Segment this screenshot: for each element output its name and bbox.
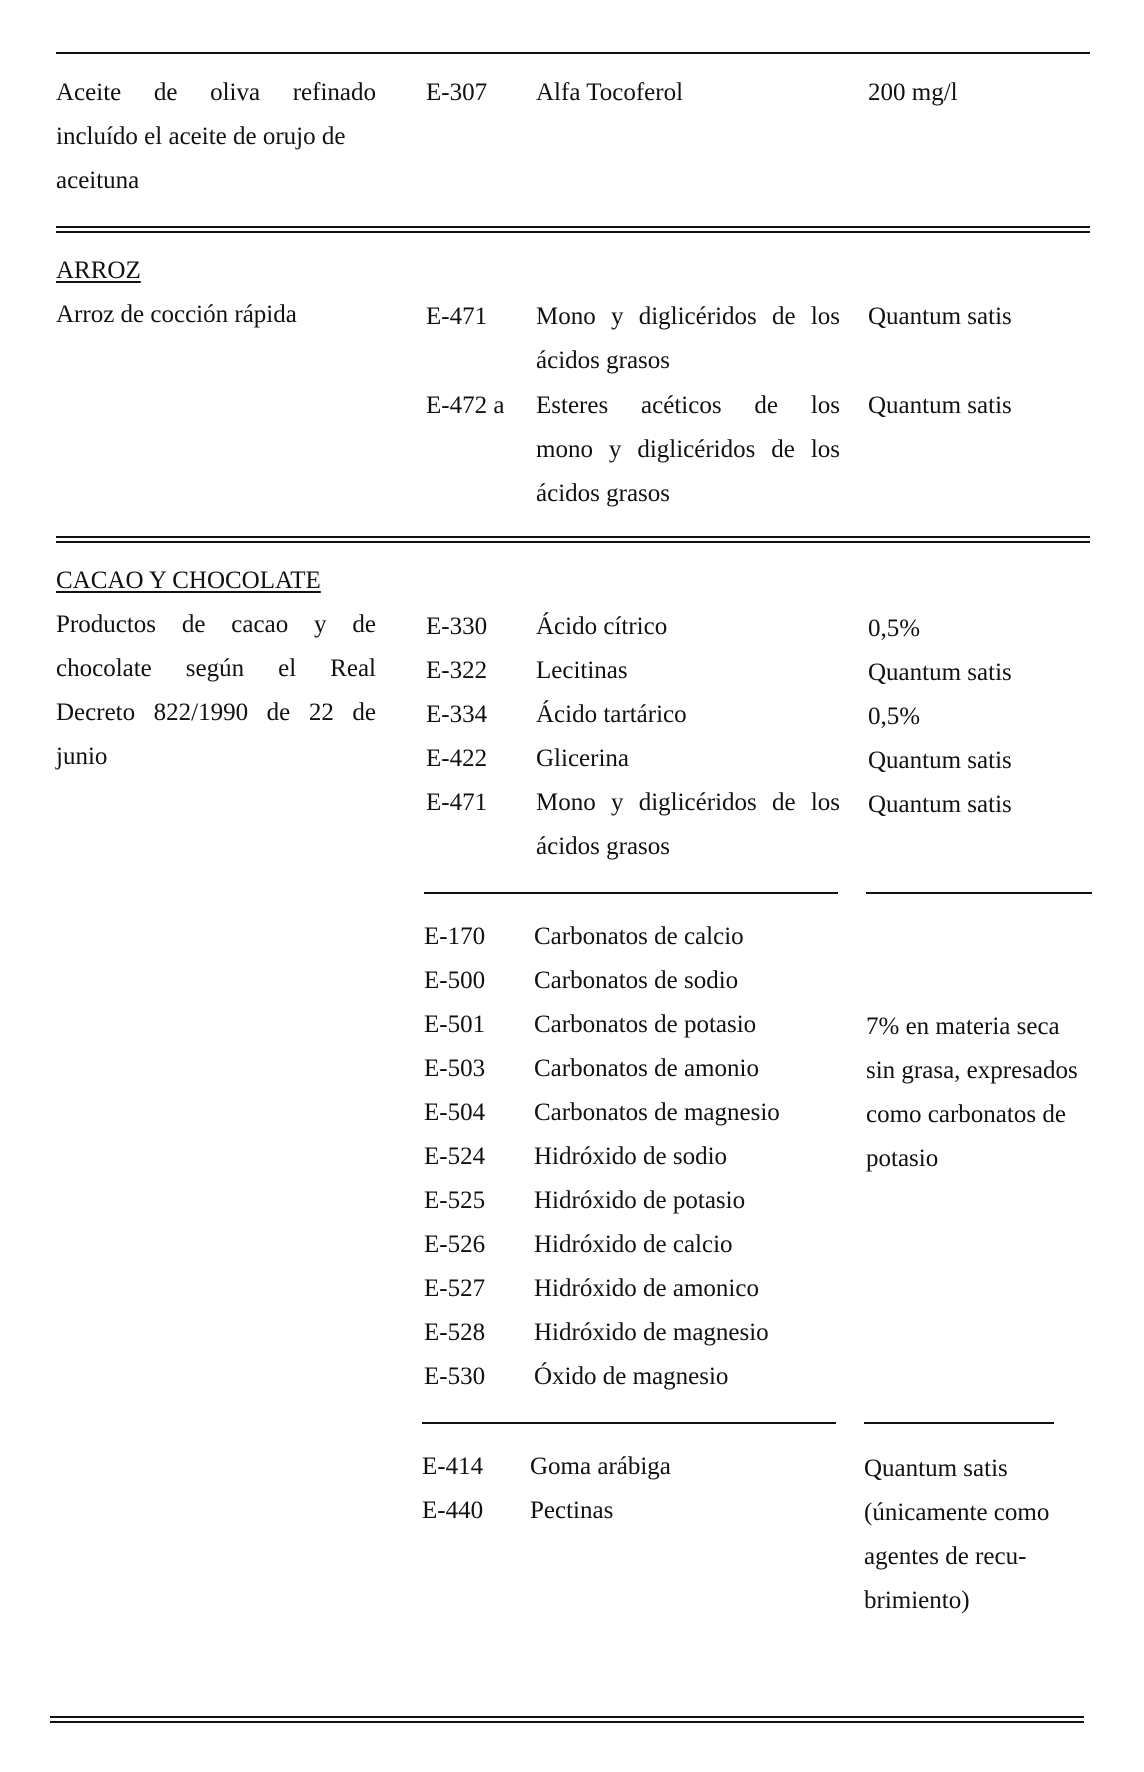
cacao-g2-name-8: Hidróxido de calcio (534, 1231, 733, 1258)
arroz-desc: Arroz de cocción rápida (56, 301, 297, 328)
cacao-g2-name-5: Carbonatos de magnesio (534, 1099, 780, 1126)
cacao-g2-name-9: Hidróxido de amonico (534, 1275, 759, 1302)
cacao-g2-code-2: E-500 (424, 967, 486, 994)
cacao-g2-code-7: E-525 (424, 1187, 486, 1214)
cacao-desc-line-2: chocolate según el Real (56, 655, 376, 682)
cacao-g2-name-4: Carbonatos de amonio (534, 1055, 759, 1082)
cacao-g1-code-5: E-471 (426, 789, 488, 816)
aceite-desc-line-2: incluído el aceite de orujo de (56, 123, 346, 150)
arroz-item-1-name-line-2: ácidos grasos (536, 347, 670, 374)
cacao-g2-name-7: Hidróxido de potasio (534, 1187, 746, 1214)
cacao-g2-code-10: E-528 (424, 1319, 486, 1346)
cacao-g1-name-5b: ácidos grasos (536, 833, 670, 860)
cacao-g2-name-11: Óxido de magnesio (534, 1363, 729, 1390)
aceite-code: E-307 (426, 79, 488, 106)
cacao-g3-dose-line-2: (únicamente como (864, 1499, 1050, 1526)
cacao-g1-name-1: Ácido cítrico (536, 613, 668, 640)
cacao-g3-dose-line-4: brimiento) (864, 1587, 970, 1614)
cacao-g1-code-2: E-322 (426, 657, 488, 684)
cacao-desc-line-3: Decreto 822/1990 de 22 de (56, 699, 376, 726)
cacao-g2-code-5: E-504 (424, 1099, 486, 1126)
cacao-g2-code-4: E-503 (424, 1055, 486, 1082)
cacao-g1-code-3: E-334 (426, 701, 488, 728)
arroz-item-1-name-line-1: Mono y diglicéridos de los (536, 303, 840, 330)
cacao-g2-code-1: E-170 (424, 923, 486, 950)
cacao-g1-code-1: E-330 (426, 613, 488, 640)
aceite-dose: 200 mg/l (868, 79, 958, 106)
cacao-g2-dose-line-3: como carbonatos de (866, 1101, 1066, 1128)
group-divider-1-right (866, 892, 1092, 894)
cacao-heading: CACAO Y CHOCOLATE (56, 567, 321, 594)
cacao-g1-name-3: Ácido tartárico (536, 701, 687, 728)
cacao-g2-dose-line-2: sin grasa, expresados (866, 1057, 1078, 1084)
cacao-g3-name-1: Goma arábiga (530, 1453, 671, 1480)
section-divider-2 (56, 536, 1090, 543)
cacao-g1-name-5: Mono y diglicéridos de los (536, 789, 840, 816)
top-rule (56, 52, 1090, 54)
cacao-g3-name-2: Pectinas (530, 1497, 614, 1524)
arroz-item-1-dose: Quantum satis (868, 303, 1012, 330)
cacao-g2-name-2: Carbonatos de sodio (534, 967, 739, 994)
section-divider-1 (56, 226, 1090, 233)
cacao-g2-name-6: Hidróxido de sodio (534, 1143, 728, 1170)
cacao-g2-name-10: Hidróxido de magnesio (534, 1319, 769, 1346)
cacao-g1-dose-5: Quantum satis (868, 791, 1012, 818)
arroz-item-2-name-line-3: ácidos grasos (536, 480, 670, 507)
aceite-name: Alfa Tocoferol (536, 79, 684, 106)
arroz-item-2-name-line-2: mono y diglicéridos de los (536, 436, 840, 463)
cacao-g3-dose-line-1: Quantum satis (864, 1455, 1008, 1482)
cacao-g2-code-11: E-530 (424, 1363, 486, 1390)
cacao-g2-dose-line-4: potasio (866, 1145, 939, 1172)
cacao-g2-code-9: E-527 (424, 1275, 486, 1302)
group-divider-1-left (424, 892, 838, 894)
aceite-desc-line-3: aceituna (56, 167, 140, 194)
cacao-g2-code-3: E-501 (424, 1011, 486, 1038)
arroz-item-2-name-line-1: Esteres acéticos de los (536, 392, 840, 419)
cacao-g1-name-4: Glicerina (536, 745, 630, 772)
cacao-g1-dose-2: Quantum satis (868, 659, 1012, 686)
cacao-g2-code-6: E-524 (424, 1143, 486, 1170)
cacao-g2-dose-line-1: 7% en materia seca (866, 1013, 1060, 1040)
cacao-g3-code-1: E-414 (422, 1453, 484, 1480)
cacao-g2-name-3: Carbonatos de potasio (534, 1011, 757, 1038)
cacao-g3-dose-line-3: agentes de recu- (864, 1543, 1027, 1570)
cacao-desc-line-1: Productos de cacao y de (56, 611, 376, 638)
cacao-g1-dose-3: 0,5% (868, 703, 921, 730)
cacao-g1-dose-1: 0,5% (868, 615, 921, 642)
bottom-rule (50, 1716, 1084, 1723)
group-divider-2-left (422, 1422, 836, 1424)
arroz-item-2-code: E-472 a (426, 392, 505, 419)
group-divider-2-right (864, 1422, 1054, 1424)
arroz-item-2-dose: Quantum satis (868, 392, 1012, 419)
cacao-g2-name-1: Carbonatos de calcio (534, 923, 744, 950)
cacao-desc-line-4: junio (56, 743, 108, 770)
cacao-g2-code-8: E-526 (424, 1231, 486, 1258)
cacao-g1-code-4: E-422 (426, 745, 488, 772)
cacao-g3-code-2: E-440 (422, 1497, 484, 1524)
arroz-item-1-code: E-471 (426, 303, 488, 330)
cacao-g1-dose-4: Quantum satis (868, 747, 1012, 774)
arroz-heading: ARROZ (56, 257, 141, 284)
aceite-desc-line-1: Aceite de oliva refinado (56, 79, 376, 106)
cacao-g1-name-2: Lecitinas (536, 657, 628, 684)
